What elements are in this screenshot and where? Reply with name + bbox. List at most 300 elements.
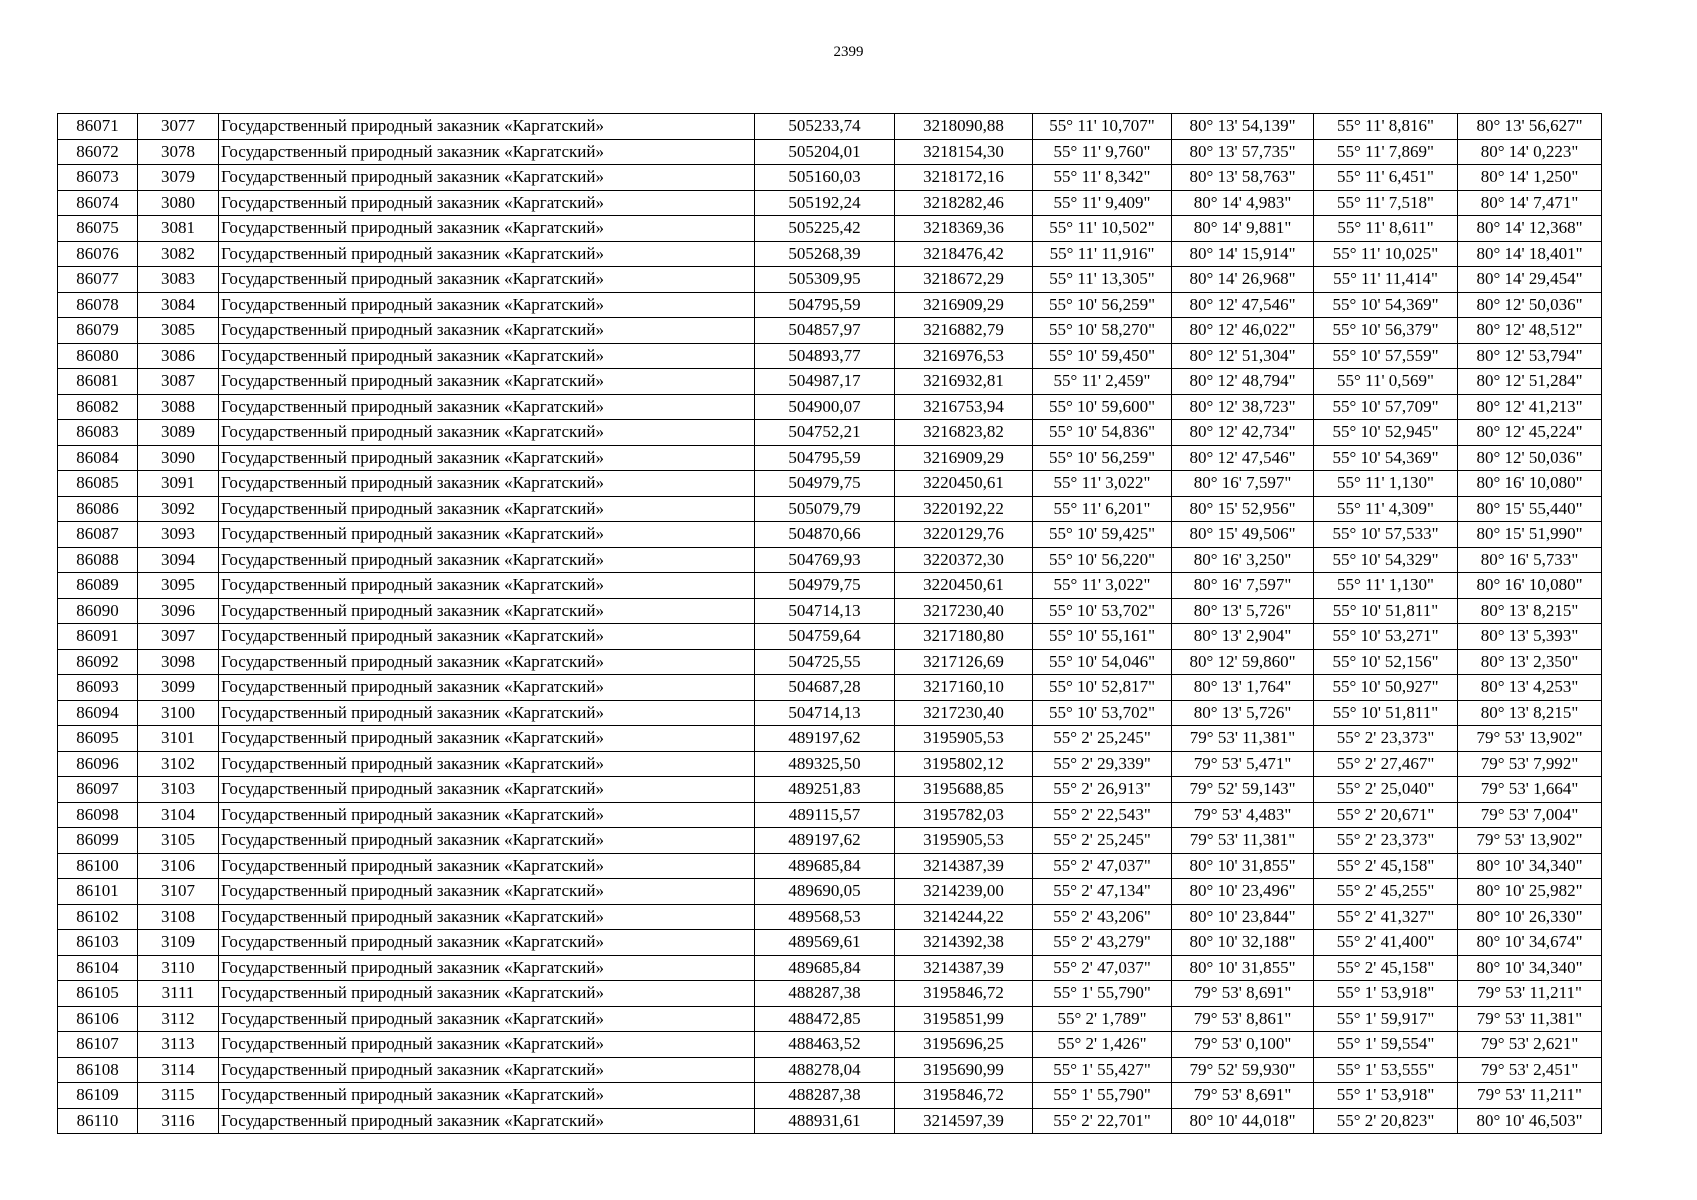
row-number-cell: 86078 xyxy=(58,292,138,318)
longitude-1-cell: 80° 10' 32,188" xyxy=(1172,930,1314,956)
latitude-1-cell: 55° 1' 55,790" xyxy=(1033,981,1172,1007)
coord-y-cell: 3220192,22 xyxy=(895,496,1033,522)
latitude-2-cell: 55° 10' 52,945" xyxy=(1314,420,1458,446)
row-number-cell: 86073 xyxy=(58,165,138,191)
point-number-cell: 3103 xyxy=(138,777,219,803)
row-number-cell: 86083 xyxy=(58,420,138,446)
coord-x-cell: 488278,04 xyxy=(755,1057,895,1083)
latitude-2-cell: 55° 10' 54,369" xyxy=(1314,292,1458,318)
territory-name-cell: Государственный природный заказник «Каргатский» xyxy=(219,802,755,828)
territory-name-cell: Государственный природный заказник «Каргатский» xyxy=(219,930,755,956)
latitude-1-cell: 55° 10' 54,046" xyxy=(1033,649,1172,675)
longitude-2-cell: 80° 14' 7,471" xyxy=(1458,190,1602,216)
coord-x-cell: 488472,85 xyxy=(755,1006,895,1032)
longitude-1-cell: 80° 10' 23,844" xyxy=(1172,904,1314,930)
longitude-1-cell: 80° 12' 51,304" xyxy=(1172,343,1314,369)
longitude-1-cell: 80° 16' 7,597" xyxy=(1172,471,1314,497)
point-number-cell: 3111 xyxy=(138,981,219,1007)
longitude-2-cell: 80° 14' 29,454" xyxy=(1458,267,1602,293)
coord-x-cell: 504870,66 xyxy=(755,522,895,548)
coord-y-cell: 3220450,61 xyxy=(895,471,1033,497)
longitude-1-cell: 80° 12' 42,734" xyxy=(1172,420,1314,446)
table-row xyxy=(58,1083,1602,1109)
table-row xyxy=(58,777,1602,803)
territory-name-cell: Государственный природный заказник «Каргатский» xyxy=(219,190,755,216)
coord-y-cell: 3218369,36 xyxy=(895,216,1033,242)
latitude-1-cell: 55° 1' 55,790" xyxy=(1033,1083,1172,1109)
longitude-2-cell: 80° 13' 2,350" xyxy=(1458,649,1602,675)
table-row xyxy=(58,420,1602,446)
longitude-1-cell: 79° 53' 11,381" xyxy=(1172,726,1314,752)
latitude-1-cell: 55° 10' 52,817" xyxy=(1033,675,1172,701)
longitude-2-cell: 80° 10' 46,503" xyxy=(1458,1108,1602,1134)
latitude-2-cell: 55° 2' 27,467" xyxy=(1314,751,1458,777)
latitude-1-cell: 55° 10' 58,270" xyxy=(1033,318,1172,344)
row-number-cell: 86098 xyxy=(58,802,138,828)
row-number-cell: 86074 xyxy=(58,190,138,216)
latitude-2-cell: 55° 11' 10,025" xyxy=(1314,241,1458,267)
longitude-2-cell: 80° 16' 10,080" xyxy=(1458,471,1602,497)
territory-name-cell: Государственный природный заказник «Каргатский» xyxy=(219,573,755,599)
territory-name-cell: Государственный природный заказник «Каргатский» xyxy=(219,1083,755,1109)
coord-y-cell: 3195905,53 xyxy=(895,828,1033,854)
coord-x-cell: 489325,50 xyxy=(755,751,895,777)
coord-x-cell: 489690,05 xyxy=(755,879,895,905)
table-row xyxy=(58,267,1602,293)
longitude-1-cell: 80° 13' 5,726" xyxy=(1172,700,1314,726)
row-number-cell: 86095 xyxy=(58,726,138,752)
coord-x-cell: 504752,21 xyxy=(755,420,895,446)
coord-x-cell: 488463,52 xyxy=(755,1032,895,1058)
point-number-cell: 3106 xyxy=(138,853,219,879)
territory-name-cell: Государственный природный заказник «Каргатский» xyxy=(219,879,755,905)
latitude-2-cell: 55° 2' 23,373" xyxy=(1314,726,1458,752)
longitude-2-cell: 79° 53' 2,451" xyxy=(1458,1057,1602,1083)
coord-y-cell: 3216753,94 xyxy=(895,394,1033,420)
longitude-2-cell: 80° 10' 25,982" xyxy=(1458,879,1602,905)
latitude-2-cell: 55° 10' 53,271" xyxy=(1314,624,1458,650)
row-number-cell: 86088 xyxy=(58,547,138,573)
latitude-1-cell: 55° 11' 3,022" xyxy=(1033,573,1172,599)
table-row xyxy=(58,394,1602,420)
longitude-2-cell: 80° 14' 12,368" xyxy=(1458,216,1602,242)
coord-x-cell: 505160,03 xyxy=(755,165,895,191)
latitude-2-cell: 55° 2' 41,327" xyxy=(1314,904,1458,930)
longitude-1-cell: 79° 53' 5,471" xyxy=(1172,751,1314,777)
table-row xyxy=(58,369,1602,395)
point-number-cell: 3084 xyxy=(138,292,219,318)
latitude-1-cell: 55° 11' 10,707" xyxy=(1033,114,1172,140)
territory-name-cell: Государственный природный заказник «Каргатский» xyxy=(219,522,755,548)
table-row xyxy=(58,241,1602,267)
longitude-1-cell: 80° 10' 44,018" xyxy=(1172,1108,1314,1134)
row-number-cell: 86110 xyxy=(58,1108,138,1134)
point-number-cell: 3087 xyxy=(138,369,219,395)
coord-y-cell: 3218282,46 xyxy=(895,190,1033,216)
table-row xyxy=(58,981,1602,1007)
latitude-2-cell: 55° 11' 1,130" xyxy=(1314,573,1458,599)
longitude-1-cell: 79° 53' 4,483" xyxy=(1172,802,1314,828)
latitude-2-cell: 55° 10' 51,811" xyxy=(1314,598,1458,624)
row-number-cell: 86099 xyxy=(58,828,138,854)
table-row xyxy=(58,726,1602,752)
latitude-1-cell: 55° 2' 29,339" xyxy=(1033,751,1172,777)
table-row xyxy=(58,343,1602,369)
point-number-cell: 3092 xyxy=(138,496,219,522)
point-number-cell: 3109 xyxy=(138,930,219,956)
latitude-1-cell: 55° 2' 47,037" xyxy=(1033,955,1172,981)
longitude-1-cell: 79° 53' 8,691" xyxy=(1172,981,1314,1007)
latitude-1-cell: 55° 11' 10,502" xyxy=(1033,216,1172,242)
table-row xyxy=(58,573,1602,599)
latitude-2-cell: 55° 2' 45,158" xyxy=(1314,955,1458,981)
latitude-1-cell: 55° 10' 53,702" xyxy=(1033,700,1172,726)
row-number-cell: 86086 xyxy=(58,496,138,522)
coord-y-cell: 3218090,88 xyxy=(895,114,1033,140)
latitude-1-cell: 55° 2' 1,426" xyxy=(1033,1032,1172,1058)
latitude-2-cell: 55° 1' 53,918" xyxy=(1314,981,1458,1007)
latitude-1-cell: 55° 11' 11,916" xyxy=(1033,241,1172,267)
latitude-1-cell: 55° 11' 6,201" xyxy=(1033,496,1172,522)
row-number-cell: 86085 xyxy=(58,471,138,497)
coord-y-cell: 3214244,22 xyxy=(895,904,1033,930)
row-number-cell: 86107 xyxy=(58,1032,138,1058)
point-number-cell: 3090 xyxy=(138,445,219,471)
point-number-cell: 3093 xyxy=(138,522,219,548)
point-number-cell: 3094 xyxy=(138,547,219,573)
coord-x-cell: 489569,61 xyxy=(755,930,895,956)
territory-name-cell: Государственный природный заказник «Каргатский» xyxy=(219,828,755,854)
latitude-2-cell: 55° 1' 53,555" xyxy=(1314,1057,1458,1083)
table-row xyxy=(58,751,1602,777)
latitude-1-cell: 55° 1' 55,427" xyxy=(1033,1057,1172,1083)
longitude-1-cell: 80° 12' 48,794" xyxy=(1172,369,1314,395)
row-number-cell: 86072 xyxy=(58,139,138,165)
row-number-cell: 86094 xyxy=(58,700,138,726)
latitude-2-cell: 55° 2' 20,823" xyxy=(1314,1108,1458,1134)
page-number: 2399 xyxy=(833,44,864,60)
point-number-cell: 3085 xyxy=(138,318,219,344)
latitude-1-cell: 55° 2' 25,245" xyxy=(1033,726,1172,752)
longitude-2-cell: 80° 16' 5,733" xyxy=(1458,547,1602,573)
row-number-cell: 86096 xyxy=(58,751,138,777)
latitude-1-cell: 55° 10' 59,425" xyxy=(1033,522,1172,548)
coord-x-cell: 504769,93 xyxy=(755,547,895,573)
longitude-1-cell: 80° 14' 15,914" xyxy=(1172,241,1314,267)
coord-y-cell: 3220129,76 xyxy=(895,522,1033,548)
coord-y-cell: 3217230,40 xyxy=(895,598,1033,624)
coord-y-cell: 3214239,00 xyxy=(895,879,1033,905)
coord-x-cell: 504979,75 xyxy=(755,471,895,497)
point-number-cell: 3114 xyxy=(138,1057,219,1083)
territory-name-cell: Государственный природный заказник «Каргатский» xyxy=(219,700,755,726)
longitude-2-cell: 80° 15' 55,440" xyxy=(1458,496,1602,522)
coord-y-cell: 3214387,39 xyxy=(895,955,1033,981)
coord-x-cell: 488287,38 xyxy=(755,1083,895,1109)
row-number-cell: 86089 xyxy=(58,573,138,599)
table-row xyxy=(58,292,1602,318)
table-row xyxy=(58,879,1602,905)
longitude-1-cell: 80° 13' 58,763" xyxy=(1172,165,1314,191)
point-number-cell: 3098 xyxy=(138,649,219,675)
longitude-2-cell: 79° 53' 7,004" xyxy=(1458,802,1602,828)
table-row xyxy=(58,1032,1602,1058)
longitude-1-cell: 80° 12' 47,546" xyxy=(1172,292,1314,318)
latitude-1-cell: 55° 11' 13,305" xyxy=(1033,267,1172,293)
latitude-2-cell: 55° 11' 6,451" xyxy=(1314,165,1458,191)
longitude-1-cell: 79° 52' 59,930" xyxy=(1172,1057,1314,1083)
point-number-cell: 3089 xyxy=(138,420,219,446)
territory-name-cell: Государственный природный заказник «Каргатский» xyxy=(219,777,755,803)
territory-name-cell: Государственный природный заказник «Каргатский» xyxy=(219,139,755,165)
point-number-cell: 3102 xyxy=(138,751,219,777)
longitude-1-cell: 80° 16' 3,250" xyxy=(1172,547,1314,573)
row-number-cell: 86077 xyxy=(58,267,138,293)
territory-name-cell: Государственный природный заказник «Каргатский» xyxy=(219,318,755,344)
table-row xyxy=(58,700,1602,726)
point-number-cell: 3104 xyxy=(138,802,219,828)
coord-x-cell: 505225,42 xyxy=(755,216,895,242)
row-number-cell: 86109 xyxy=(58,1083,138,1109)
coord-x-cell: 504795,59 xyxy=(755,292,895,318)
territory-name-cell: Государственный природный заказник «Каргатский» xyxy=(219,445,755,471)
coord-y-cell: 3195851,99 xyxy=(895,1006,1033,1032)
table-row xyxy=(58,1006,1602,1032)
longitude-1-cell: 80° 14' 26,968" xyxy=(1172,267,1314,293)
latitude-1-cell: 55° 11' 3,022" xyxy=(1033,471,1172,497)
longitude-2-cell: 80° 10' 34,674" xyxy=(1458,930,1602,956)
coordinates-table xyxy=(57,113,1602,1134)
longitude-1-cell: 79° 53' 11,381" xyxy=(1172,828,1314,854)
table-row xyxy=(58,955,1602,981)
latitude-2-cell: 55° 10' 54,369" xyxy=(1314,445,1458,471)
coord-y-cell: 3217230,40 xyxy=(895,700,1033,726)
latitude-2-cell: 55° 11' 11,414" xyxy=(1314,267,1458,293)
point-number-cell: 3077 xyxy=(138,114,219,140)
territory-name-cell: Государственный природный заказник «Каргатский» xyxy=(219,343,755,369)
latitude-2-cell: 55° 10' 54,329" xyxy=(1314,547,1458,573)
row-number-cell: 86108 xyxy=(58,1057,138,1083)
latitude-1-cell: 55° 10' 53,702" xyxy=(1033,598,1172,624)
row-number-cell: 86090 xyxy=(58,598,138,624)
coord-y-cell: 3214597,39 xyxy=(895,1108,1033,1134)
latitude-2-cell: 55° 11' 7,518" xyxy=(1314,190,1458,216)
table-row xyxy=(58,904,1602,930)
longitude-1-cell: 79° 53' 8,691" xyxy=(1172,1083,1314,1109)
coord-x-cell: 505192,24 xyxy=(755,190,895,216)
longitude-1-cell: 80° 13' 57,735" xyxy=(1172,139,1314,165)
coord-x-cell: 504725,55 xyxy=(755,649,895,675)
table-body xyxy=(58,114,1602,1134)
territory-name-cell: Государственный природный заказник «Каргатский» xyxy=(219,496,755,522)
point-number-cell: 3082 xyxy=(138,241,219,267)
latitude-1-cell: 55° 2' 22,701" xyxy=(1033,1108,1172,1134)
coord-y-cell: 3217126,69 xyxy=(895,649,1033,675)
longitude-2-cell: 80° 15' 51,990" xyxy=(1458,522,1602,548)
coord-y-cell: 3220450,61 xyxy=(895,573,1033,599)
coord-y-cell: 3214387,39 xyxy=(895,853,1033,879)
table-row xyxy=(58,598,1602,624)
longitude-2-cell: 80° 13' 8,215" xyxy=(1458,700,1602,726)
coord-x-cell: 505204,01 xyxy=(755,139,895,165)
territory-name-cell: Государственный природный заказник «Каргатский» xyxy=(219,981,755,1007)
table-row xyxy=(58,675,1602,701)
longitude-2-cell: 80° 12' 45,224" xyxy=(1458,420,1602,446)
latitude-2-cell: 55° 2' 20,671" xyxy=(1314,802,1458,828)
coord-x-cell: 489568,53 xyxy=(755,904,895,930)
territory-name-cell: Государственный природный заказник «Каргатский» xyxy=(219,547,755,573)
row-number-cell: 86081 xyxy=(58,369,138,395)
coord-x-cell: 504714,13 xyxy=(755,598,895,624)
coord-y-cell: 3218154,30 xyxy=(895,139,1033,165)
row-number-cell: 86101 xyxy=(58,879,138,905)
table-row xyxy=(58,216,1602,242)
latitude-1-cell: 55° 10' 56,259" xyxy=(1033,445,1172,471)
latitude-1-cell: 55° 2' 26,913" xyxy=(1033,777,1172,803)
latitude-1-cell: 55° 10' 55,161" xyxy=(1033,624,1172,650)
point-number-cell: 3116 xyxy=(138,1108,219,1134)
latitude-2-cell: 55° 11' 1,130" xyxy=(1314,471,1458,497)
latitude-1-cell: 55° 2' 47,037" xyxy=(1033,853,1172,879)
territory-name-cell: Государственный природный заказник «Каргатский» xyxy=(219,216,755,242)
latitude-1-cell: 55° 2' 43,279" xyxy=(1033,930,1172,956)
longitude-2-cell: 79° 53' 11,381" xyxy=(1458,1006,1602,1032)
latitude-2-cell: 55° 1' 53,918" xyxy=(1314,1083,1458,1109)
latitude-2-cell: 55° 10' 57,709" xyxy=(1314,394,1458,420)
coord-x-cell: 504759,64 xyxy=(755,624,895,650)
table-row xyxy=(58,114,1602,140)
row-number-cell: 86079 xyxy=(58,318,138,344)
longitude-2-cell: 79° 53' 7,992" xyxy=(1458,751,1602,777)
longitude-2-cell: 80° 13' 56,627" xyxy=(1458,114,1602,140)
longitude-1-cell: 80° 14' 4,983" xyxy=(1172,190,1314,216)
table-row xyxy=(58,522,1602,548)
territory-name-cell: Государственный природный заказник «Каргатский» xyxy=(219,1032,755,1058)
latitude-2-cell: 55° 11' 7,869" xyxy=(1314,139,1458,165)
coord-y-cell: 3216976,53 xyxy=(895,343,1033,369)
latitude-1-cell: 55° 2' 1,789" xyxy=(1033,1006,1172,1032)
coord-y-cell: 3216823,82 xyxy=(895,420,1033,446)
coord-x-cell: 505268,39 xyxy=(755,241,895,267)
longitude-2-cell: 80° 16' 10,080" xyxy=(1458,573,1602,599)
latitude-2-cell: 55° 2' 45,255" xyxy=(1314,879,1458,905)
latitude-1-cell: 55° 11' 9,760" xyxy=(1033,139,1172,165)
longitude-1-cell: 80° 13' 1,764" xyxy=(1172,675,1314,701)
coord-x-cell: 489115,57 xyxy=(755,802,895,828)
longitude-1-cell: 80° 13' 5,726" xyxy=(1172,598,1314,624)
row-number-cell: 86104 xyxy=(58,955,138,981)
row-number-cell: 86071 xyxy=(58,114,138,140)
row-number-cell: 86075 xyxy=(58,216,138,242)
coord-y-cell: 3195846,72 xyxy=(895,981,1033,1007)
latitude-2-cell: 55° 2' 41,400" xyxy=(1314,930,1458,956)
row-number-cell: 86080 xyxy=(58,343,138,369)
longitude-2-cell: 80° 13' 4,253" xyxy=(1458,675,1602,701)
territory-name-cell: Государственный природный заказник «Каргатский» xyxy=(219,624,755,650)
territory-name-cell: Государственный природный заказник «Каргатский» xyxy=(219,267,755,293)
row-number-cell: 86097 xyxy=(58,777,138,803)
coord-y-cell: 3216909,29 xyxy=(895,292,1033,318)
latitude-2-cell: 55° 11' 4,309" xyxy=(1314,496,1458,522)
table-row xyxy=(58,1057,1602,1083)
row-number-cell: 86076 xyxy=(58,241,138,267)
coord-y-cell: 3218172,16 xyxy=(895,165,1033,191)
table-row xyxy=(58,471,1602,497)
table-row xyxy=(58,828,1602,854)
coord-x-cell: 489197,62 xyxy=(755,828,895,854)
row-number-cell: 86105 xyxy=(58,981,138,1007)
table-row xyxy=(58,930,1602,956)
territory-name-cell: Государственный природный заказник «Каргатский» xyxy=(219,598,755,624)
coord-y-cell: 3218672,29 xyxy=(895,267,1033,293)
latitude-2-cell: 55° 10' 56,379" xyxy=(1314,318,1458,344)
row-number-cell: 86092 xyxy=(58,649,138,675)
coord-x-cell: 504857,97 xyxy=(755,318,895,344)
latitude-1-cell: 55° 2' 22,543" xyxy=(1033,802,1172,828)
latitude-2-cell: 55° 11' 0,569" xyxy=(1314,369,1458,395)
territory-name-cell: Государственный природный заказник «Каргатский» xyxy=(219,420,755,446)
coord-x-cell: 489197,62 xyxy=(755,726,895,752)
territory-name-cell: Государственный природный заказник «Каргатский» xyxy=(219,1108,755,1134)
coord-y-cell: 3214392,38 xyxy=(895,930,1033,956)
row-number-cell: 86084 xyxy=(58,445,138,471)
row-number-cell: 86100 xyxy=(58,853,138,879)
point-number-cell: 3112 xyxy=(138,1006,219,1032)
longitude-1-cell: 80° 10' 31,855" xyxy=(1172,853,1314,879)
point-number-cell: 3096 xyxy=(138,598,219,624)
point-number-cell: 3081 xyxy=(138,216,219,242)
coord-y-cell: 3218476,42 xyxy=(895,241,1033,267)
territory-name-cell: Государственный природный заказник «Каргатский» xyxy=(219,904,755,930)
row-number-cell: 86103 xyxy=(58,930,138,956)
longitude-2-cell: 79° 53' 13,902" xyxy=(1458,726,1602,752)
row-number-cell: 86093 xyxy=(58,675,138,701)
coord-y-cell: 3195688,85 xyxy=(895,777,1033,803)
longitude-2-cell: 79° 53' 13,902" xyxy=(1458,828,1602,854)
longitude-1-cell: 80° 15' 52,956" xyxy=(1172,496,1314,522)
territory-name-cell: Государственный природный заказник «Каргатский» xyxy=(219,114,755,140)
longitude-1-cell: 80° 12' 59,860" xyxy=(1172,649,1314,675)
territory-name-cell: Государственный природный заказник «Каргатский» xyxy=(219,726,755,752)
row-number-cell: 86091 xyxy=(58,624,138,650)
latitude-1-cell: 55° 10' 56,220" xyxy=(1033,547,1172,573)
point-number-cell: 3107 xyxy=(138,879,219,905)
coord-y-cell: 3195846,72 xyxy=(895,1083,1033,1109)
latitude-1-cell: 55° 2' 47,134" xyxy=(1033,879,1172,905)
table-row xyxy=(58,547,1602,573)
latitude-2-cell: 55° 1' 59,917" xyxy=(1314,1006,1458,1032)
coord-y-cell: 3220372,30 xyxy=(895,547,1033,573)
latitude-1-cell: 55° 10' 59,600" xyxy=(1033,394,1172,420)
table-row xyxy=(58,1108,1602,1134)
row-number-cell: 86087 xyxy=(58,522,138,548)
longitude-2-cell: 80° 12' 51,284" xyxy=(1458,369,1602,395)
longitude-1-cell: 79° 53' 0,100" xyxy=(1172,1032,1314,1058)
latitude-2-cell: 55° 10' 50,927" xyxy=(1314,675,1458,701)
table-row xyxy=(58,624,1602,650)
longitude-2-cell: 80° 12' 50,036" xyxy=(1458,292,1602,318)
table-row xyxy=(58,318,1602,344)
point-number-cell: 3079 xyxy=(138,165,219,191)
table-row xyxy=(58,802,1602,828)
longitude-2-cell: 80° 12' 50,036" xyxy=(1458,445,1602,471)
table-row xyxy=(58,139,1602,165)
latitude-2-cell: 55° 2' 45,158" xyxy=(1314,853,1458,879)
coord-x-cell: 504987,17 xyxy=(755,369,895,395)
longitude-2-cell: 79° 53' 11,211" xyxy=(1458,1083,1602,1109)
coord-x-cell: 505309,95 xyxy=(755,267,895,293)
point-number-cell: 3091 xyxy=(138,471,219,497)
